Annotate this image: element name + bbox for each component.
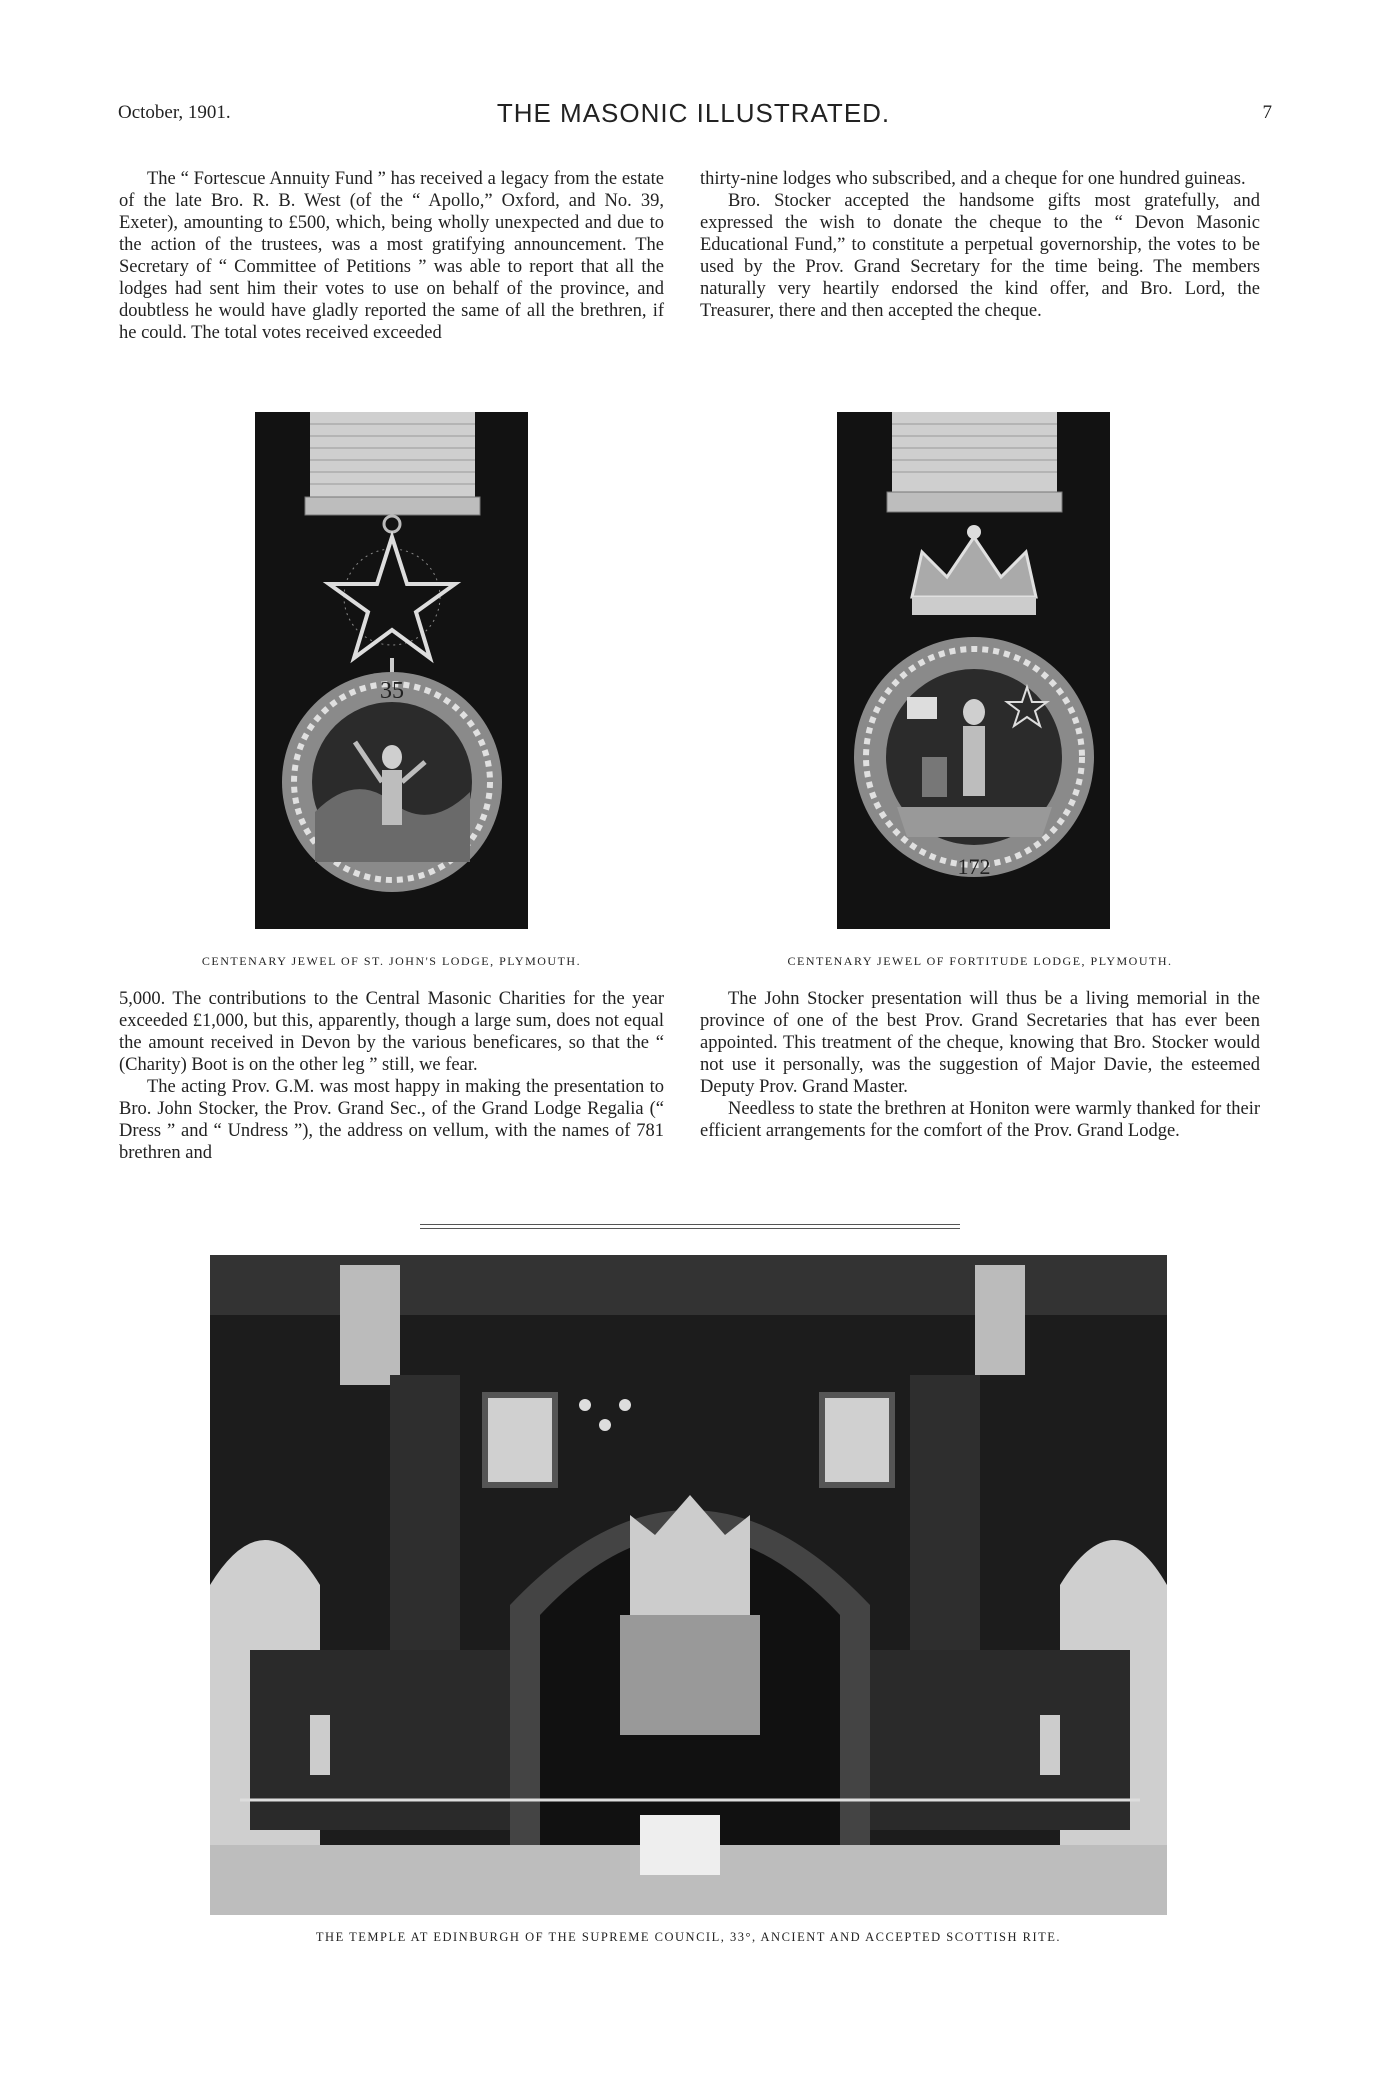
column-left-top xyxy=(119,168,664,344)
issue-date: October, 1901. xyxy=(118,102,231,123)
caption-fortitude-jewel: CENTENARY JEWEL OF FORTITUDE LODGE, PLYMOUTH. xyxy=(787,954,1173,968)
paragraph: Needless to state the brethren at Honiton were warmly thanked for their efficient arrangements for the comfort of the Prov. Grand Lodge. xyxy=(700,1099,1260,1141)
column-right-bottom xyxy=(700,988,1260,1142)
medal-number-35: 35 xyxy=(380,678,404,704)
medal-illustration-st-johns xyxy=(255,412,528,929)
column-right-top xyxy=(700,168,1260,322)
paragraph: The acting Prov. G.M. was most happy in making the presentation to Bro. John Stocker, the Prov. Grand Sec., of the Grand Lodge Regalia (“ Dress ” and “ Undress ”), the address on vellum, with the names of 781 brethren and xyxy=(119,1077,664,1163)
paragraph: The John Stocker presentation will thus be a living memorial in the province of one of the best Prov. Grand Secretaries that has ever been appointed. This treatment of the cheque, knowing that Bro. Stocker would not use it personally, was the suggestion of Major Davie, the esteemed Deputy Prov. Grand Master. xyxy=(700,989,1260,1097)
publication-title: THE MASONIC ILLUSTRATED. xyxy=(496,98,891,128)
medal-photo-fortitude xyxy=(837,412,1110,929)
temple-interior-illustration xyxy=(210,1255,1167,1915)
medal-illustration-fortitude xyxy=(837,412,1110,929)
medal-photo-st-johns xyxy=(255,412,528,929)
page-header xyxy=(0,98,1387,128)
caption-temple: THE TEMPLE AT EDINBURGH OF THE SUPREME COUNCIL, 33°, ANCIENT AND ACCEPTED SCOTTISH RITE. xyxy=(315,1930,1062,1944)
section-divider xyxy=(420,1224,960,1229)
paragraph: 5,000. The contributions to the Central Masonic Charities for the year exceeded £1,000, but this, apparently, though a large sum, does not equal the amount received in Devon by the various beneficares, so that the “ (Charity) Boot is on the other leg ” still, we fear. xyxy=(119,989,664,1075)
temple-photo xyxy=(210,1255,1167,1915)
column-left-bottom xyxy=(119,988,664,1164)
medal-number-172: 172 xyxy=(957,854,991,879)
caption-st-johns-jewel: CENTENARY JEWEL OF ST. JOHN'S LODGE, PLYMOUTH. xyxy=(201,954,582,968)
paragraph: thirty-nine lodges who subscribed, and a cheque for one hundred guineas. xyxy=(700,169,1246,189)
paragraph: The “ Fortescue Annuity Fund ” has received a legacy from the estate of the late Bro. R. B. West (of the “ Apollo,” Oxford, and No. 39, Exeter), amounting to £500, which, being wholly unexpected and due to the action of the trustees, was a most gratifying announcement. The Secretary of “ Committee of Petitions ” was able to report that all the lodges had sent him their votes to use on behalf of the province, and doubtless he would have gladly reported the same of all the brethren, if he could. The total votes received exceeded xyxy=(119,169,664,343)
page-number: 7 xyxy=(1262,102,1272,123)
paragraph: Bro. Stocker accepted the handsome gifts most gratefully, and expressed the wish to donate the cheque to the “ Devon Masonic Educational Fund,” to constitute a perpetual governorship, the votes to be used by the Prov. Grand Secretary for the time being. The members naturally very heartily endorsed the kind offer, and Bro. Lord, the Treasurer, there and then accepted the cheque. xyxy=(700,191,1260,321)
